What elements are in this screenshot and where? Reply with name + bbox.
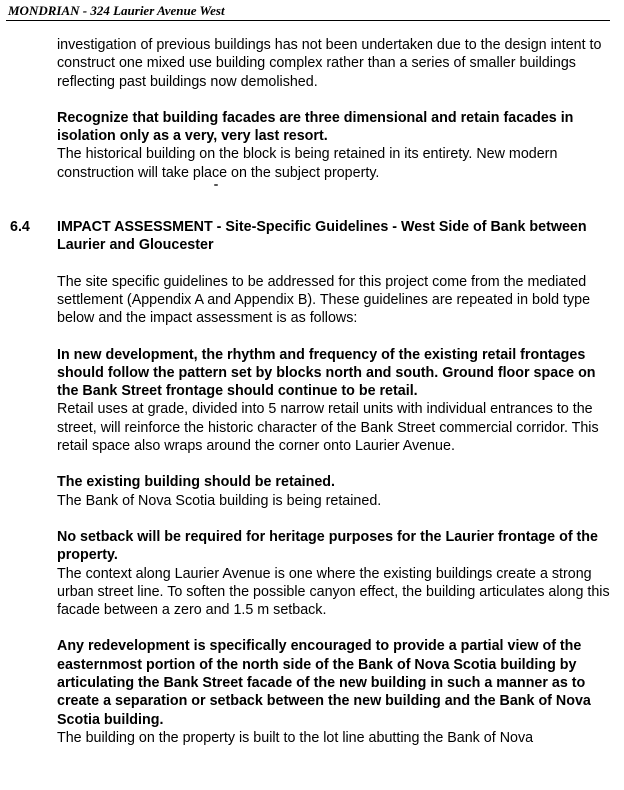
header-rule — [6, 20, 610, 21]
section-6-4 — [10, 218, 615, 255]
guideline-text: No setback will be required for heritage purposes for the Laurier frontage of the property. — [57, 528, 598, 564]
guideline-text: In new development, the rhythm and frequency of the existing retail frontages should follow the pattern set by blocks north and south. Ground floor space on the Bank Street frontage should continue to be retail. — [57, 346, 596, 400]
guideline-response: Retail uses at grade, divided into 5 narrow retail units with individual entrances to the street, will reinforce the historic character of the Bank Street commercial corridor. This retail space also wraps around the corner onto Laurier Avenue. — [57, 401, 599, 455]
guideline-response: The Bank of Nova Scotia building is being retained. — [57, 492, 382, 509]
section-number: 6.4 — [10, 219, 30, 236]
guideline-block-retain — [57, 473, 615, 510]
guideline-block-retail — [57, 346, 615, 456]
facades-response: The historical building on the block is being retained in its entirety. New modern construction will take place on the subject property. — [57, 146, 558, 181]
guideline-text: The existing building should be retained. — [57, 474, 336, 491]
facades-guideline: Recognize that building facades are three dimensional and retain facades in isolation only as a very, very last resort. — [57, 109, 574, 145]
guideline-block-view — [57, 637, 615, 747]
facades-block — [57, 109, 615, 182]
guideline-text: Any redevelopment is specifically encouraged to provide a partial view of the easternmost portion of the north side of the Bank of Nova Scotia building by articulating the Bank Street facade of the new building in such a manner as to create a separation or setback between the new building and the Bank of Nova Scotia building. — [57, 638, 591, 728]
section-heading: IMPACT ASSESSMENT - Site-Specific Guidelines - West Side of Bank between Laurier and Gloucester — [57, 219, 587, 254]
running-header: MONDRIAN - 324 Laurier Avenue West — [8, 3, 225, 18]
intro-paragraph: investigation of previous buildings has not been undertaken due to the design intent to construct one mixed use building complex rather than a series of smaller buildings reflecting past buildings now demolished. — [57, 37, 602, 90]
guideline-block-setback — [57, 528, 615, 619]
guideline-response: The building on the property is built to the lot line abutting the Bank of Nova — [57, 729, 534, 746]
guideline-response: The context along Laurier Avenue is one where the existing buildings create a strong urban street line. To soften the possible canyon effect, the building articulates along this facade between a zero and 1.5 m setback. — [57, 565, 610, 619]
page-body — [10, 36, 615, 747]
section-intro: The site specific guidelines to be addressed for this project come from the mediated settlement (Appendix A and Appendix B). These guidelines are repeated in bold type below and the impact assessment is as follows: — [57, 273, 591, 327]
